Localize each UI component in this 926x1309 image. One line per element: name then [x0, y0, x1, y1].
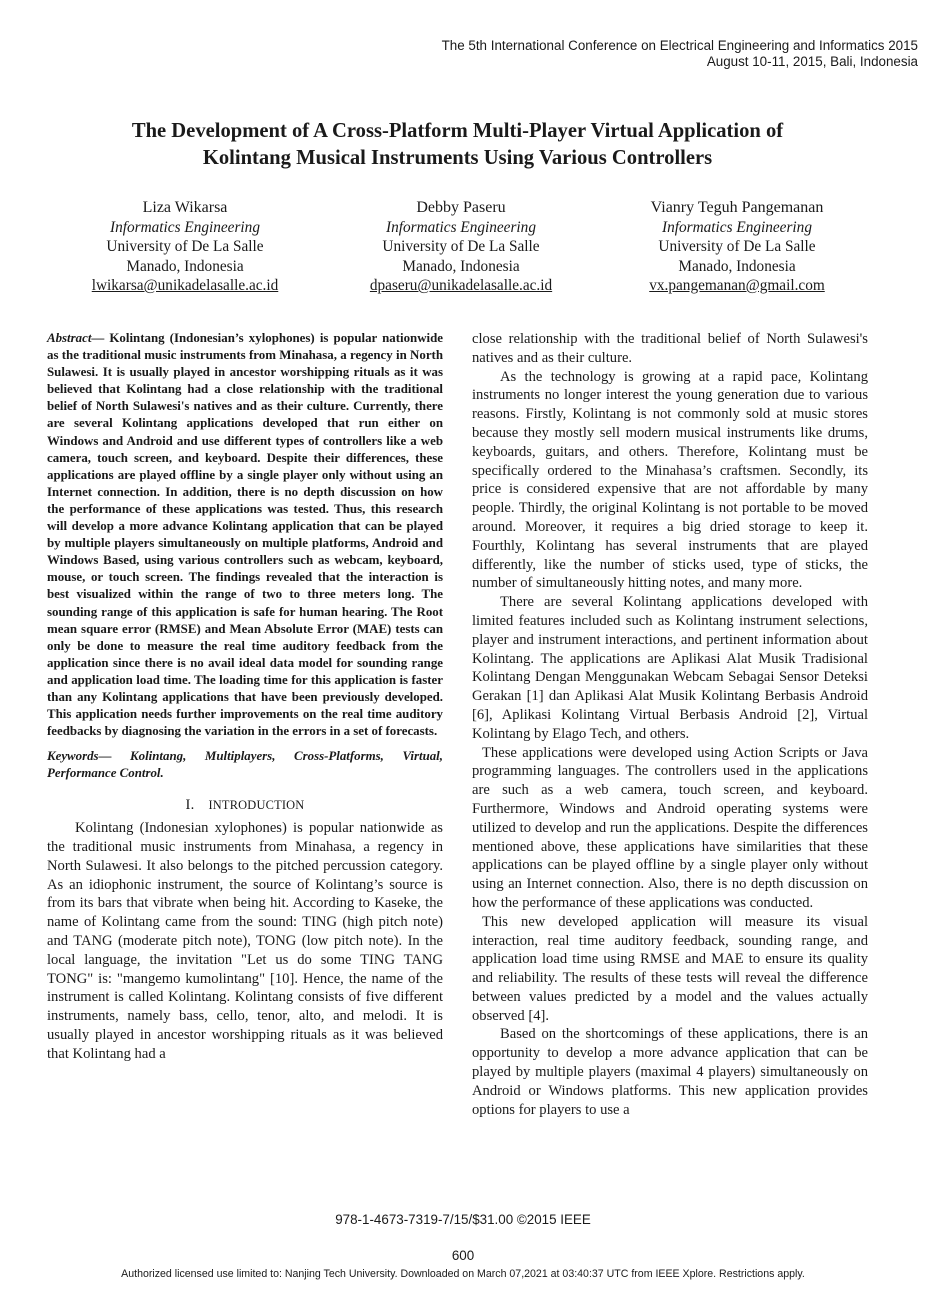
author-email-link[interactable]: vx.pangemanan@gmail.com: [649, 277, 825, 294]
author-block-3: [607, 198, 867, 296]
author-email-link[interactable]: dpaseru@unikadelasalle.ac.id: [369, 277, 553, 294]
conference-header: [358, 38, 918, 70]
author-department: Informatics Engineering: [110, 218, 260, 236]
copyright-notice: 978-1-4673-7319-7/15/$31.00 ©2015 IEEE: [335, 1212, 591, 1227]
left-column: [47, 330, 443, 1064]
abstract: [47, 330, 443, 740]
author-name: Vianry Teguh Pangemanan: [650, 199, 824, 216]
author-location: Manado, Indonesia: [402, 257, 520, 275]
section-heading: [47, 796, 443, 815]
body-paragraph: There are several Kolintang applications developed with limited features included such as Kolintang instrument selections, player and instrument interactions, and pertinent information about Kolintang. The applications are Aplikasi Alat Musik Tradisional Kolintang Dengan Menggunakan Webcam Sebagai Sensor Deteksi Gerakan [1] dan Aplikasi Alat Musik Kolintang Berbasis Android [6], Aplikasi Kolintang Virtual Berbasis Android [2], Virtual Kolintang by Elago Tech, and others.: [472, 594, 868, 742]
author-location: Manado, Indonesia: [678, 257, 796, 275]
author-location: Manado, Indonesia: [126, 257, 244, 275]
page-number: 600: [451, 1248, 475, 1263]
author-name: Liza Wikarsa: [142, 199, 228, 216]
author-name: Debby Paseru: [416, 199, 506, 216]
title-line-2: Kolintang Musical Instruments Using Various Controllers: [202, 147, 713, 169]
conference-name: The 5th International Conference on Electrical Engineering and Informatics 2015: [441, 38, 918, 53]
keywords: Keywords— Kolintang, Multiplayers, Cross-Platforms, Virtual, Performance Control.: [47, 749, 443, 781]
body-paragraph: These applications were developed using Action Scripts or Java programming languages. The controllers used in the applications are such as a web camera, touch screen, and keyboard. Furthermore, Windows and Android operating systems were utilized to develop and run the applications. Despite the differences mentioned above, these applications have similarities that these applications can be played offline by a single player only without using an Internet connection. Also, there is no depth discussion on how the performance of these applications was conducted.: [472, 744, 868, 911]
section-title: INTRODUCTION: [208, 798, 305, 813]
author-department: Informatics Engineering: [386, 218, 536, 236]
abstract-label: Abstract: [47, 331, 92, 345]
license-notice: Authorized licensed use limited to: Nanjing Tech University. Downloaded on March 07,2021 at 03:40:37 UTC from IEEE Xplore. Restrictions apply.: [121, 1268, 805, 1280]
author-university: University of De La Salle: [382, 238, 540, 255]
conference-date-location: August 10-11, 2015, Bali, Indonesia: [706, 54, 918, 69]
section-number: I.: [185, 797, 195, 814]
author-email-link[interactable]: lwikarsa@unikadelasalle.ac.id: [91, 277, 279, 294]
body-paragraph: Kolintang (Indonesian xylophones) is popular nationwide as the traditional music instruments from Minahasa, a regency in North Sulawesi. It also belongs to the pitched percussion category. As an idiophonic instrument, the source of Kolintang’s source is from its bars that vibrate when being hit. According to Kaseke, the name of Kolintang came from the sound: TING (high pitch note) and TANG (moderate pitch note), TONG (low pitch note). In the local language, the invitation "Let us do some TING TANG TONG" is: "mangemo kumolintang" [10]. Hence, the name of the instrument is called Kolintang. Kolintang consists of five different instruments, namely bass, cello, tenor, alto, and melodi. It is usually played in ancestor worshipping rituals as it was believed that Kolintang had a: [47, 820, 443, 1062]
author-block-1: [55, 198, 315, 296]
body-paragraph: Based on the shortcomings of these applications, there is an opportunity to develop a more advance application that can be played by multiple players (maximal 4 players) simultaneously on Android or Windows platforms. This new application provides options for players to use a: [472, 1026, 868, 1118]
body-paragraph: This new developed application will measure its visual interaction, real time auditory feedback, sounding range, and application load time using RMSE and MAE to ensure its quality and reliability. The results of these tests will reveal the difference between values predicted by a model and the values actually observed [4].: [472, 913, 868, 1024]
title-line-1: The Development of A Cross-Platform Multi-Player Virtual Application of: [131, 120, 784, 142]
author-university: University of De La Salle: [658, 238, 816, 255]
paper-title: [40, 118, 875, 172]
right-column: [472, 330, 868, 1119]
author-university: University of De La Salle: [106, 238, 264, 255]
author-department: Informatics Engineering: [662, 218, 812, 236]
author-block-2: [331, 198, 591, 296]
body-paragraph: close relationship with the traditional belief of North Sulawesi's natives and as their culture.: [472, 331, 868, 366]
body-paragraph: As the technology is growing at a rapid pace, Kolintang instruments no longer interest the young generation due to various reasons. Firstly, Kolintang is not commonly sold at music stores because they mostly sell modern musical instruments like drums, keyboards, guitars, and others. Therefore, Kolintang must be specifically ordered to the Minahasa’s craftsmen. Secondly, its price is considered expensive that are not affordable by many people. Thirdly, the original Kolintang is not portable to be moved around. Moreover, it requires a big dried storage to keep it. Fourthly, Kolintang has several instruments that are played differently, like the number of sticks used, type of sticks, the number of simultaneously hitting notes, and many more.: [472, 368, 868, 592]
abstract-text: — Kolintang (Indonesian’s xylophones) is popular nationwide as the traditional music instruments from Minahasa, a regency in North Sulawesi. It is usually played in ancestor worshipping rituals as it was believed that Kolintang had a close relationship with the traditional belief of North Sulawesi's natives and as their culture. Currently, there are several Kolintang applications developed that run either on Windows and Android and use different types of controllers like a web camera, touch screen, and keyboard. Despite their differences, these applications are played offline by a single player only without using an Internet connection. In addition, there is no depth discussion on how the performance of these applications was tested. Thus, this research will develop a more advance Kolintang application that can be played by multiple players simultaneously on multiple platforms, Android and Windows Based, using various controllers such as webcam, keyboard, mouse, or touch screen. The findings revealed that the interaction is best visualized within the range of two to three meters long. The sounding range of this application is safe for human hearing. The Root mean square error (RMSE) and Mean Absolute Error (MAE) tests can only be done to measure the real time auditory feedback from the application since there is no avail ideal data model for sounding range and application load time. The loading time for this application is faster than any Kolintang applications that have been previously developed. This application needs further improvements on the real time auditory feedbacks by diagnosing the variation in the errors in a set of forecasts.: [47, 331, 443, 739]
